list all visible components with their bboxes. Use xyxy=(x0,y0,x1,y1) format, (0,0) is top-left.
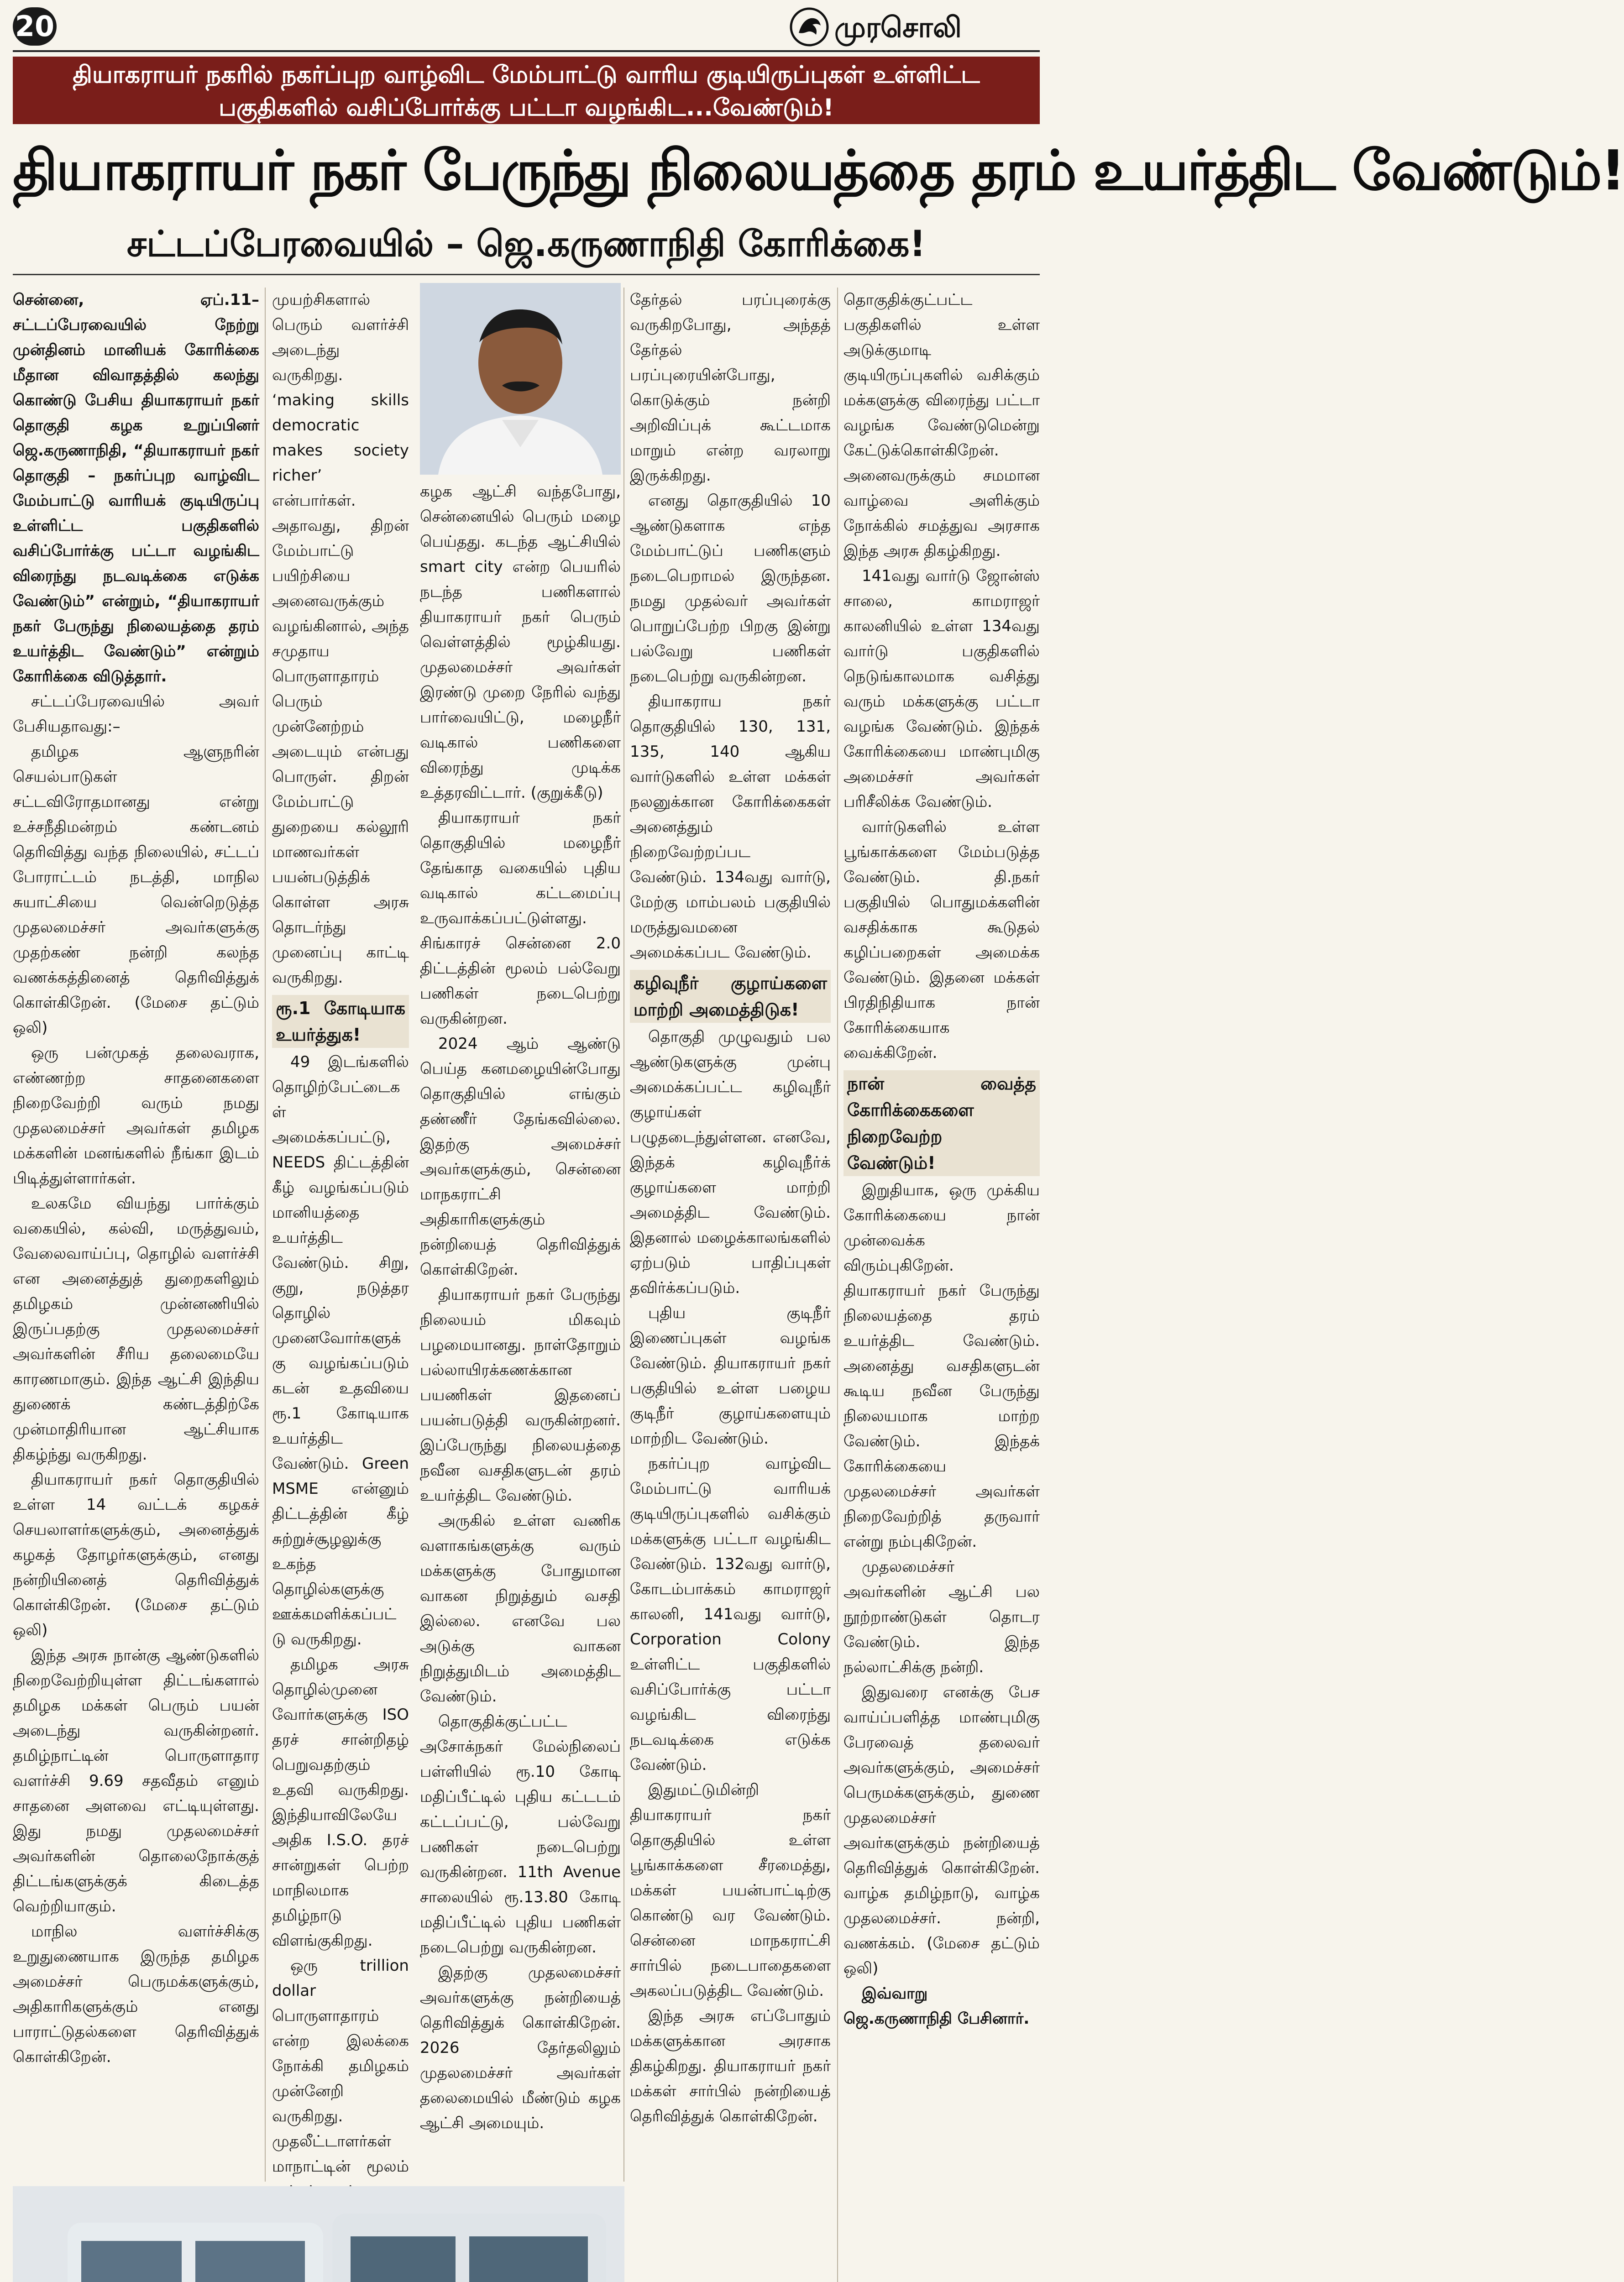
article-paragraph: சென்னை, ஏப்.11– சட்டப்பேரவையில் நேற்று முன்தினம் மானியக் கோரிக்கை மீதான விவாதத்தில் கலந்து கொண்டு பேசிய தியாகராயர் நகர் தொகுதி கழக உறுப்பினர் ஜெ.கருணாநிதி, “தியாகராயர் நகர் தொகுதி – நகர்ப்புற வாழ்விட மேம்பாட்டு வாரியக் குடியிருப்பு உள்ளிட்ட பகுதிகளில் வசிப்போர்க்கு பட்டா வழங்கிட விரைந்து நடவடிக்கை எடுக்க வேண்டும்” என்றும், “தியாகராயர் நகர் பேருந்து நிலையத்தை தரம் உயர்த்திட வேண்டும்” என்றும் கோரிக்கை விடுத்தார். xyxy=(13,291,259,686)
article-paragraph: தியாகராயர் நகர் தொகுதியில் மழைநீர் தேங்காத வகையில் புதிய வடிகால் கட்டமைப்பு உருவாக்கப்பட்டுள்ளது. சிங்காரச் சென்னை 2.0 திட்டத்தின் மூலம் பல்வேறு பணிகள் நடைபெற்று வருகின்றன. xyxy=(420,809,621,1028)
article-paragraph: உலகமே வியந்து பார்க்கும் வகையில், கல்வி, மருத்துவம், வேலைவாய்ப்பு, தொழில் வளர்ச்சி என அனைத்துத் துறைகளிலும் தமிழகம் முன்னணியில் இருப்பதற்கு முதலமைச்சர் அவர்களின் சீரிய தலைமையே காரணமாகும். இந்த ஆட்சி இந்திய துணைக் கண்டத்திற்கே முன்மாதிரியான ஆட்சியாக திகழ்ந்து வருகிறது. xyxy=(13,1194,259,1464)
article-paragraph: 49 இடங்களில் தொழிற்பேட்டைகள் அமைக்கப்பட்டு, NEEDS திட்டத்தின் கீழ் வழங்கப்படும் மானியத்தை உயர்த்திட வேண்டும். சிறு, குறு, நடுத்தர தொழில் முனைவோர்களுக்கு வழங்கப்படும் கடன் உதவியை ரூ.1 கோடியாக உயர்த்திட வேண்டும். Green MSME என்னும் திட்டத்தின் கீழ் சுற்றுச்சூழலுக்கு உகந்த தொழில்களுக்கு ஊக்கமளிக்கப்பட்டு வருகிறது. xyxy=(272,1053,409,1649)
event-photo-illustration xyxy=(13,2186,624,2282)
article-paragraph: முதலமைச்சர் அவர்களின் ஆட்சி பல நூற்றாண்டுகள் தொடர வேண்டும். இந்த நல்லாட்சிக்கு நன்றி. xyxy=(843,1558,1040,1676)
article-column-5 xyxy=(843,288,1040,2282)
page-number: 20 xyxy=(13,7,57,46)
article-paragraph: அருகில் உள்ள வணிக வளாகங்களுக்கு வரும் மக்களுக்கு போதுமான வாகன நிறுத்தும் வசதி இல்லை. எனவே பல அடுக்கு வாகன நிறுத்துமிடம் அமைத்திட வேண்டும். xyxy=(420,1512,621,1706)
article-paragraph: சட்டப்பேரவையில் அவர் பேசியதாவது:– xyxy=(13,692,259,736)
column-rule xyxy=(837,288,838,2282)
article-paragraph: 141வது வார்டு ஜோன்ஸ் சாலை, காமராஜர் காலனியில் உள்ள 134வது வார்டு பகுதிகளில் நெடுங்காலமாக வசித்து வரும் மக்களுக்கு பட்டா வழங்க வேண்டும். இந்தக் கோரிக்கையை மாண்புமிகு அமைச்சர் அவர்கள் பரிசீலிக்க வேண்டும். xyxy=(843,567,1040,811)
article-paragraph: முயற்சிகளால் பெரும் வளர்ச்சி அடைந்து வருகிறது. ‘making skills democratic makes society richer’ என்பார்கள். அதாவது, திறன் மேம்பாட்டு பயிற்சியை அனைவருக்கும் வழங்கினால், அந்த சமுதாய பொருளாதாரம் பெரும் முன்னேற்றம் அடையும் என்பது பொருள். திறன் மேம்பாட்டு துறையை கல்லூரி மாணவர்கள் பயன்படுத்திக் கொள்ள அரசு தொடர்ந்து முனைப்பு காட்டி வருகிறது. xyxy=(272,291,409,987)
article-paragraph: தியாகராயர் நகர் தொகுதியில் உள்ள 14 வட்டக் கழகச் செயலாளர்களுக்கும், அனைத்துக் கழகத் தோழர்களுக்கும், எனது நன்றியினைத் தெரிவித்துக் கொள்கிறேன். (மேசை தட்டும் ஒலி) xyxy=(13,1471,259,1639)
article-paragraph: வார்டுகளில் உள்ள பூங்காக்களை மேம்படுத்த வேண்டும். தி.நகர் பகுதியில் பொதுமக்களின் வசதிக்காக கூடுதல் கழிப்பறைகள் அமைக்க வேண்டும். இதனை மக்கள் பிரதிநிதியாக நான் கோரிக்கையாக வைக்கிறேன். xyxy=(843,818,1040,1062)
article-paragraph: இதுவரை எனக்கு பேச வாய்ப்பளித்த மாண்புமிகு பேரவைத் தலைவர் அவர்களுக்கும், அமைச்சர் பெருமக்களுக்கும், துணை முதலமைச்சர் அவர்களுக்கும் நன்றியைத் தெரிவித்துக் கொள்கிறேன். வாழ்க தமிழ்நாடு, வாழ்க முதலமைச்சர். நன்றி, வணக்கம். (மேசை தட்டும் ஒலி) xyxy=(843,1683,1040,1978)
article-paragraph: தேர்தல் பரப்புரைக்கு வருகிறபோது, அந்தத் தேர்தல் பரப்புரையின்போது, கொடுக்கும் நன்றி அறிவிப்புக் கூட்டமாக மாறும் என்ற வரலாறு இருக்கிறது. xyxy=(630,291,831,485)
article-paragraph: ஒரு trillion dollar பொருளாதாரம் என்ற இலக்கை நோக்கி தமிழகம் முன்னேறி வருகிறது. முதலீட்டாளர்கள் மாநாட்டின் மூலம் xyxy=(272,1957,409,2176)
article-paragraph: தொகுதிக்குட்பட்ட அசோக்நகர் மேல்நிலைப் பள்ளியில் ரூ.10 கோடி மதிப்பீட்டில் புதிய கட்டடம் கட்டப்பட்டு, பல்வேறு பணிகள் நடைபெற்று வருகின்றன. 11th Avenue சாலையில் ரூ.13.80 கோடி மதிப்பீட்டில் புதிய பணிகள் நடைபெற்று வருகின்றன. xyxy=(420,1712,621,1957)
masthead xyxy=(13,5,1040,52)
event-photo xyxy=(13,2186,624,2282)
article-paragraph: இந்த அரசு எப்போதும் மக்களுக்கான அரசாக திகழ்கிறது. தியாகராயர் நகர் மக்கள் சார்பில் நன்றியைத் தெரிவித்துக் கொள்கிறேன். xyxy=(630,2007,831,2125)
column-rule xyxy=(623,288,624,2182)
article-paragraph: தியாகராயர் நகர் பேருந்து நிலையம் மிகவும் பழமையானது. நாள்தோறும் பல்லாயிரக்கணக்கான பயணிகள் இதனைப் பயன்படுத்தி வருகின்றனர். இப்பேருந்து நிலையத்தை நவீன வசதிகளுடன் தரம் உயர்த்திட வேண்டும். xyxy=(420,1286,621,1505)
paper-name: முரசொலி xyxy=(834,10,962,44)
main-headline: தியாகராயர் நகர் பேருந்து நிலையத்தை தரம் உயர்த்திட வேண்டும்! xyxy=(13,139,1624,203)
strap-headline: தியாகராயர் நகரில் நகர்ப்புற வாழ்விட மேம்பாட்டு வாரிய குடியிருப்புகள் உள்ளிட்ட பகுதிகளில் வசிப்போர்க்கு பட்டா வழங்கிட...வேண்டும்! xyxy=(13,57,1040,124)
article-closing-line: இவ்வாறு ஜெ.கருணாநிதி பேசினார். xyxy=(843,1984,1030,2028)
article-column-4 xyxy=(630,288,831,2282)
article-paragraph: தமிழக ஆளுநரின் செயல்பாடுகள் சட்டவிரோதமானது என்று உச்சநீதிமன்றம் கண்டனம் தெரிவித்து வந்த நிலையில், சட்டப் போராட்டம் நடத்தி, மாநில சுயாட்சியை வென்றெடுத்த முதலமைச்சர் அவர்களுக்கு முதற்கண் நன்றி கலந்த வணக்கத்தினைத் தெரிவித்துக் கொள்கிறேன். (மேசை தட்டும் ஒலி) xyxy=(13,743,259,1037)
article-column-2 xyxy=(272,288,409,2182)
article-paragraph: இறுதியாக, ஒரு முக்கிய கோரிக்கையை நான் முன்வைக்க விரும்புகிறேன். தியாகராயர் நகர் பேருந்து நிலையத்தை தரம் உயர்த்திட வேண்டும். அனைத்து வசதிகளுடன் கூடிய நவீன பேருந்து நிலையமாக மாற்ற வேண்டும். இந்தக் கோரிக்கையை முதலமைச்சர் அவர்கள் நிறைவேற்றித் தருவார் என்று நம்புகிறேன். xyxy=(843,1181,1040,1551)
article-paragraph: இந்த அரசு நான்கு ஆண்டுகளில் நிறைவேற்றியுள்ள திட்டங்களால் தமிழக மக்கள் பெரும் பயன் அடைந்து வருகின்றனர். தமிழ்நாட்டின் பொருளாதார வளர்ச்சி 9.69 சதவீதம் எனும் சாதனை அளவை எட்டியுள்ளது. இது நமது முதலமைச்சர் அவர்களின் தொலைநோக்குத் திட்டங்களுக்குக் கிடைத்த வெற்றியாகும். xyxy=(13,1646,259,1916)
article-paragraph: இதற்கு முதலமைச்சர் அவர்களுக்கு நன்றியைத் தெரிவித்துக் கொள்கிறேன். 2026 தேர்தலிலும் முதலமைச்சர் அவர்கள் தலைமையில் மீண்டும் கழக ஆட்சி அமையும். xyxy=(420,1963,621,2132)
article-paragraph: கழக ஆட்சி வந்தபோது, சென்னையில் பெரும் மழை பெய்தது. கடந்த ஆட்சியில் smart city என்ற பெயரில் நடந்த பணிகளால் தியாகராயர் நகர் பெரும் வெள்ளத்தில் மூழ்கியது. முதலமைச்சர் அவர்கள் இரண்டு முறை நேரில் வந்து பார்வையிட்டு, மழைநீர் வடிகால் பணிகளை விரைந்து முடிக்க உத்தரவிட்டார். (குறுக்கீடு) xyxy=(420,482,621,802)
article-column-1 xyxy=(13,288,259,2182)
article-column-3 xyxy=(420,479,621,2182)
article-paragraph: ஒரு பன்முகத் தலைவராக, எண்ணற்ற சாதனைகளை நிறைவேற்றி வரும் நமது முதலமைச்சர் அவர்கள் தமிழக மக்களின் மனங்களில் நீங்கா இடம் பிடித்துள்ளார்கள். xyxy=(13,1044,259,1188)
section-subheading: நான் வைத்த கோரிக்கைகளை நிறைவேற்ற வேண்டும்! xyxy=(843,1070,1040,1176)
section-subheading: கழிவுநீர் குழாய்களை மாற்றி அமைத்திடுக! xyxy=(630,970,831,1023)
sub-headline: சட்டப்பேரவையில் – ஜெ.கருணாநிதி கோரிக்கை! xyxy=(13,215,1040,275)
article-paragraph: தமிழக அரசு தொழில்முனைவோர்களுக்கு ISO தரச் சான்றிதழ் பெறுவதற்கும் உதவி வருகிறது. இந்தியாவிலேயே அதிக I.S.O. தரச் சான்றுகள் பெற்ற மாநிலமாக தமிழ்நாடு விளங்குகிறது. xyxy=(272,1655,409,1950)
portrait-illustration xyxy=(420,283,621,475)
article-paragraph: இதுமட்டுமின்றி தியாகராயர் நகர் தொகுதியில் உள்ள பூங்காக்களை சீரமைத்து, மக்கள் பயன்பாட்டிற்கு கொண்டு வர வேண்டும். சென்னை மாநகராட்சி சார்பில் நடைபாதைகளை அகலப்படுத்திட வேண்டும். xyxy=(630,1781,831,2000)
masthead-logo-icon xyxy=(789,6,830,47)
section-subheading: ரூ.1 கோடியாக உயர்த்துக! xyxy=(272,995,409,1048)
article-paragraph: நகர்ப்புற வாழ்விட மேம்பாட்டு வாரியக் குடியிருப்புகளில் வசிக்கும் மக்களுக்கு பட்டா வழங்கிட வேண்டும். 132வது வார்டு, கோடம்பாக்கம் காமராஜர் காலனி, 141வது வார்டு, Corporation Colony உள்ளிட்ட பகுதிகளில் வசிப்போர்க்கு பட்டா வழங்கிட விரைந்து நடவடிக்கை எடுக்க வேண்டும். xyxy=(630,1455,831,1774)
article-paragraph: எனது தொகுதியில் 10 ஆண்டுகளாக எந்த மேம்பாட்டுப் பணிகளும் நடைபெறாமல் இருந்தன. நமது முதல்வர் அவர்கள் பொறுப்பேற்ற பிறகு இன்று பல்வேறு பணிகள் நடைபெற்று வருகின்றன. xyxy=(630,492,831,686)
article-paragraph: 2024 ஆம் ஆண்டு பெய்த கனமழையின்போது தொகுதியில் எங்கும் தண்ணீர் தேங்கவில்லை. இதற்கு அமைச்சர் அவர்களுக்கும், சென்னை மாநகராட்சி அதிகாரிகளுக்கும் நன்றியைத் தெரிவித்துக் கொள்கிறேன். xyxy=(420,1035,621,1279)
article-paragraph: தொகுதி முழுவதும் பல ஆண்டுகளுக்கு முன்பு அமைக்கப்பட்ட கழிவுநீர் குழாய்கள் பழுதடைந்துள்ளன. எனவே, இந்தக் கழிவுநீர்க் குழாய்களை மாற்றி அமைத்திட வேண்டும். இதனால் மழைக்காலங்களில் ஏற்படும் பாதிப்புகள் தவிர்க்கப்படும். xyxy=(630,1028,831,1297)
column-rule xyxy=(265,288,266,2182)
article-paragraph: மாநில வளர்ச்சிக்கு உறுதுணையாக இருந்த தமிழக அமைச்சர் பெருமக்களுக்கும், அதிகாரிகளுக்கும் எனது பாராட்டுதல்களை தெரிவித்துக் கொள்கிறேன். xyxy=(13,1922,259,2066)
article-paragraph: தியாகராய நகர் தொகுதியில் 130, 131, 135, 140 ஆகிய வார்டுகளில் உள்ள மக்கள் நலனுக்கான கோரிக்கைகள் அனைத்தும் நிறைவேற்றப்பட வேண்டும். 134வது வார்டு, மேற்கு மாம்பலம் பகுதியில் மருத்துவமனை அமைக்கப்பட வேண்டும். xyxy=(630,692,831,962)
article-paragraph: புதிய குடிநீர் இணைப்புகள் வழங்க வேண்டும். தியாகராயர் நகர் பகுதியில் உள்ள பழைய குடிநீர் குழாய்களையும் மாற்றிட வேண்டும். xyxy=(630,1304,831,1448)
portrait-photo xyxy=(420,283,621,475)
article-paragraph: தொகுதிக்குட்பட்ட பகுதிகளில் உள்ள அடுக்குமாடி குடியிருப்புகளில் வசிக்கும் மக்களுக்கு விரைந்து பட்டா வழங்க வேண்டுமென்று கேட்டுக்கொள்கிறேன். அனைவருக்கும் சமமான வாழ்வை அளிக்கும் நோக்கில் சமத்துவ அரசாக இந்த அரசு திகழ்கிறது. xyxy=(843,291,1040,560)
